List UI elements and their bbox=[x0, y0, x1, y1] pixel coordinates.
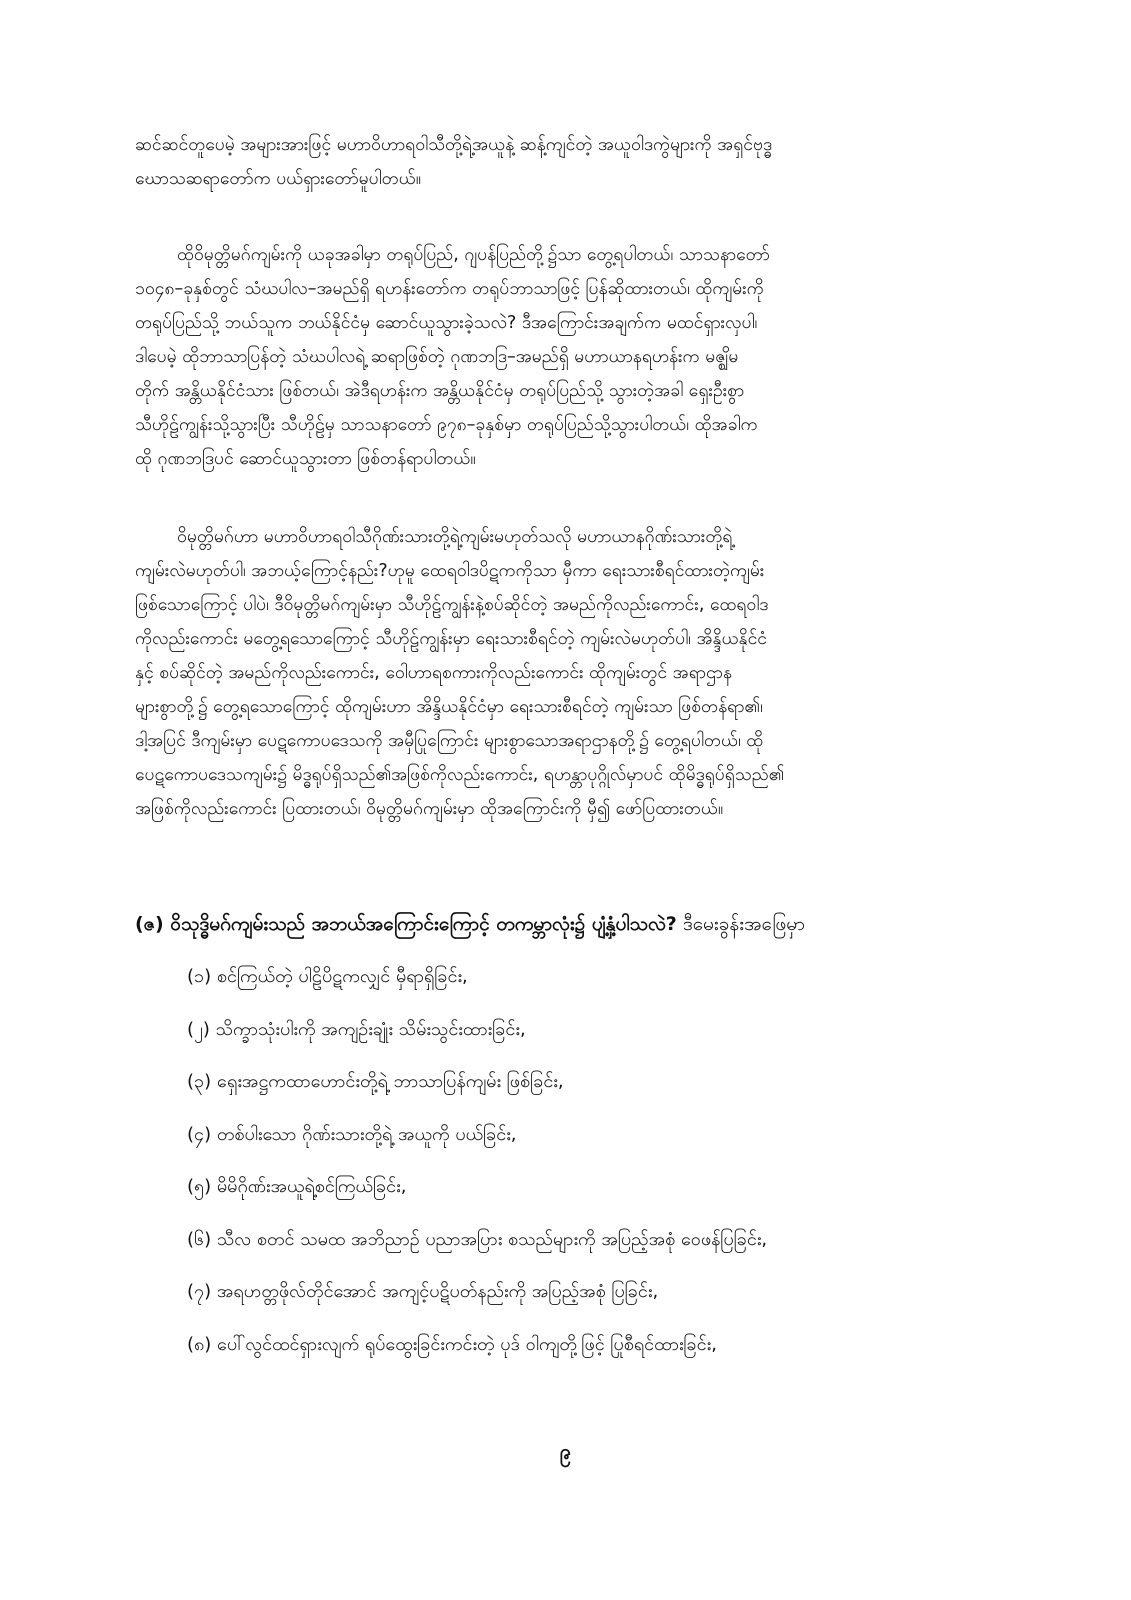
section-heading-lead: ဒီမေးခွန်းအဖြေမှာ bbox=[676, 913, 805, 935]
paragraph-line: တိုက် အန္တိယနိုင်ငံသား ဖြစ်တယ်၊ အဲဒီရဟန်းက အန္တိယနိုင်ငံမှ တရုပ်ပြည်သို့ သွားတဲ့အခါ ရှေးဦးစွာ bbox=[135, 381, 745, 401]
paragraph-line: အဖြစ်ကိုလည်းကောင်း ပြထားတယ်၊ ဝိမုတ္တိမဂ်ကျမ်းမှာ ထိုအကြောင်းကို မှီ၍ ဖော်ပြထားတယ်။ bbox=[135, 799, 724, 819]
list-item: (၈) ပေါ်လွင်ထင်ရှားလျက် ရုပ်ထွေးခြင်းကင်းတဲ့ ပုဒ် ဝါကျတို့ဖြင့် ပြုစီရင်ထားခြင်း, bbox=[187, 1333, 717, 1355]
paragraph-line: နှင့် စပ်ဆိုင်တဲ့ အမည်ကိုလည်းကောင်း, ဝေါဟာရစကားကိုလည်းကောင်း ထိုကျမ်းတွင် အရာဌာန bbox=[135, 663, 732, 683]
list-item: (၁) စင်ကြယ်တဲ့ ပါဠိပိဋကလျှင် မှီရာရှိခြင်း, bbox=[187, 966, 468, 987]
list-item: (၆) သီလ စတင် သမထ အဘိညာဉ် ပညာအပြား စသည်များကို အပြည့်အစုံ ဝေဖန်ပြခြင်း, bbox=[187, 1228, 768, 1250]
paragraph-line: ဆင်ဆင်တူပေမဲ့ အများအားဖြင့် မဟာဝိဟာရဝါသီတို့ရဲ့အယူနဲ့ ဆန့်ကျင်တဲ့ အယူဝါဒကွဲများကို အရှင်ဗုဒ္ဓ bbox=[135, 135, 773, 155]
paragraph-line: ကျမ်းလဲမဟုတ်ပါ၊ အဘယ့်ကြောင့်နည်း?ဟုမူ ထေရဝါဒပိဋကကိုသာ မှီကာ ရေးသားစီရင်ထားတဲ့ကျမ်း bbox=[135, 561, 765, 581]
list-item: (၅) မိမိဂိုဏ်းအယူရဲ့စင်ကြယ်ခြင်း, bbox=[187, 1176, 407, 1197]
section-heading-question: (ဇ) ဝိသုဒ္ဓိမဂ်ကျမ်းသည် အဘယ်အကြောင်းကြောင့် တကမ္ဘာလုံး၌ ပျံ့နှံ့ပါသလဲ? bbox=[135, 913, 677, 935]
paragraph-line: ကိုလည်းကောင်း မတွေ့ရသောကြောင့် သီဟိုဠ်ကျွန်းမှာ ရေးသားစီရင်တဲ့ ကျမ်းလဲမဟုတ်ပါ၊ အိန္ဒိယနိုင်ငံ bbox=[135, 629, 768, 649]
paragraph-line: ဒါ့အပြင် ဒီကျမ်းမှာ ပေဋကောပဒေသကို အမှီပြုကြောင်း များစွာသောအရာဌာနတို့၌ တွေ့ရပါတယ်၊ ထို bbox=[135, 731, 764, 751]
list-item: (၃) ရှေးအဋ္ဌကထာဟောင်းတို့ရဲ့ ဘာသာပြန်ကျမ်း ဖြစ်ခြင်း, bbox=[187, 1071, 564, 1092]
paragraph-line: ၁၀၄၈–ခုနှစ်တွင် သံဃပါလ–အမည်ရှိ ရဟန်းတော်က တရုပ်ဘာသာဖြင့် ပြန်ဆိုထားတယ်၊ ထိုကျမ်းကို bbox=[135, 279, 764, 299]
paragraph-2 bbox=[135, 238, 995, 476]
list-item: (၄) တစ်ပါးသော ဂိုဏ်းသားတို့ရဲ့ အယူကို ပယ်ခြင်း, bbox=[187, 1123, 517, 1145]
paragraph-line: တရုပ်ပြည်သို့ ဘယ်သူက ဘယ်နိုင်ငံမှ ဆောင်ယူသွားခဲ့သလဲ? ဒီအကြောင်းအချက်က မထင်ရှားလှပါ၊ bbox=[135, 313, 758, 333]
paragraph-line: ပေဋကောပဒေသကျမ်း၌ မိဒ္ဓရုပ်ရှိသည်၏အဖြစ်ကိုလည်းကောင်း, ရဟန္တာပုဂ္ဂိုလ်မှာပင် ထိုမိဒ္ဓရုပ်ရှိသည်၏ bbox=[135, 765, 785, 785]
paragraph-line: များစွာတို့၌ တွေ့ရသောကြောင့် ထိုကျမ်းဟာ အိန္ဒိယနိုင်ငံမှာ ရေးသားစီရင်တဲ့ ကျမ်းသာ ဖြစ်တန်ရာ၏၊ bbox=[135, 697, 763, 717]
paragraph-3 bbox=[135, 520, 995, 826]
page-number: ၉ bbox=[559, 1439, 572, 1463]
list-item: (၇) အရဟတ္တဖိုလ်တိုင်အောင် အကျင့်ပဋိပတ်နည်းကို အပြည့်အစုံ ပြခြင်း, bbox=[187, 1281, 659, 1302]
paragraph-line: ဖြစ်သောကြောင့် ပါပဲ၊ ဒီဝိမုတ္တိမဂ်ကျမ်းမှာ သီဟိုဠ်ကျွန်းနဲ့စပ်ဆိုင်တဲ့ အမည်ကိုလည်းကောင်း, ထေရဝါဒ bbox=[135, 595, 769, 615]
reasons-list bbox=[187, 960, 987, 1380]
paragraph-line: ထို ဂုဏဘဒြပင် ဆောင်ယူသွားတာ ဖြစ်တန်ရာပါတယ်။ bbox=[135, 449, 476, 469]
paragraph-1 bbox=[135, 128, 995, 196]
paragraph-line: ဝိမုတ္တိမဂ်ဟာ မဟာဝိဟာရဝါသီဂိုဏ်းသားတို့ရဲ့ကျမ်းမဟုတ်သလို မဟာယာနဂိုဏ်းသားတို့ရဲ့ bbox=[177, 527, 733, 547]
paragraph-line: ထိုဝိမုတ္တိမဂ်ကျမ်းကို ယခုအခါမှာ တရုပ်ပြည်, ဂျပန်ပြည်တို့၌သာ တွေ့ရပါတယ်၊ သာသနာတော် bbox=[177, 245, 770, 265]
paragraph-line: ဒါပေမဲ့ ထိုဘာသာပြန်တဲ့ သံဃပါလရဲ့ ဆရာဖြစ်တဲ့ ဂုဏဘဒြ–အမည်ရှိ မဟာယာနရဟန်းက မဇ္ဈိမ bbox=[135, 347, 739, 367]
paragraph-line: သီဟိုဠ်ကျွန်းသို့သွားပြီး သီဟိုဠ်မှ သာသနာတော် ၉၇၈–ခုနှစ်မှာ တရုပ်ပြည်သို့သွားပါတယ်၊ ထိုအခါက bbox=[135, 415, 758, 435]
section-heading bbox=[135, 907, 1015, 941]
list-item: (၂) သိက္ခာသုံးပါးကို အကျဉ်းချုံး သိမ်းသွင်းထားခြင်း, bbox=[187, 1018, 526, 1040]
paragraph-line: ဃောသဆရာတော်က ပယ်ရှားတော်မူပါတယ်။ bbox=[135, 169, 421, 189]
